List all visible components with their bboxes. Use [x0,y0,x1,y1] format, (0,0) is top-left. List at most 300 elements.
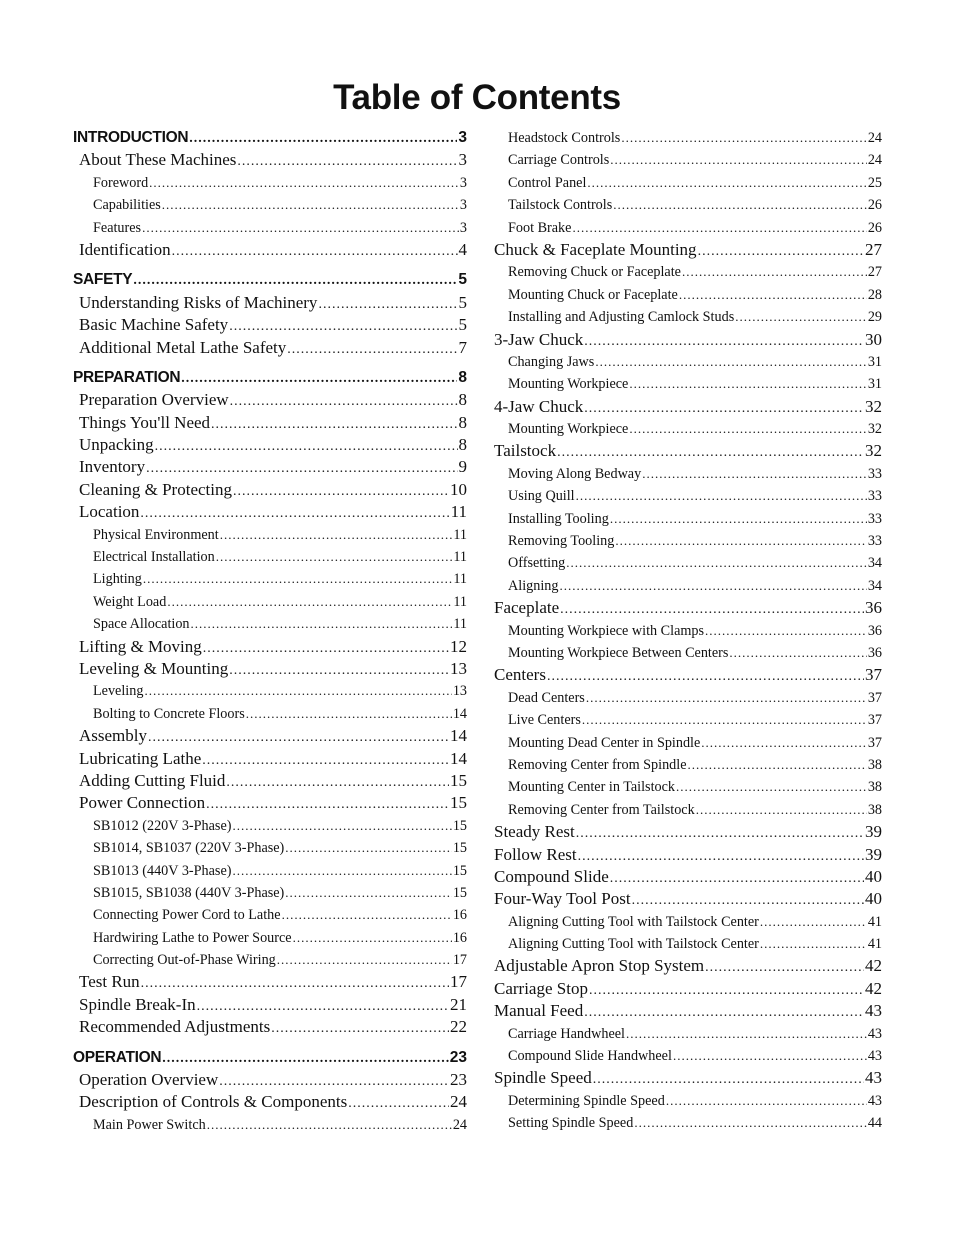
toc-dot-leader [576,823,864,845]
toc-page-number: 22 [450,1017,467,1037]
toc-page-number: 15 [452,817,467,834]
toc-page-number: 27 [867,264,882,281]
toc-entry-title: Unpacking [79,435,154,455]
toc-page-number: 42 [865,978,882,998]
toc-page-number: 3 [459,197,467,214]
toc-dot-leader [162,194,459,216]
toc-entry[interactable] [494,217,882,239]
toc-entry[interactable] [73,501,467,523]
toc-page-number: 44 [867,1115,882,1132]
toc-dot-leader [167,591,452,613]
toc-entry-title: OPERATION [73,1048,162,1066]
toc-entry[interactable] [73,815,467,837]
toc-entry[interactable] [73,434,467,456]
toc-entry-title: Installing Tooling [508,510,609,527]
toc-entry-title: Offsetting [508,555,566,572]
toc-dot-leader [613,194,867,216]
toc-dot-leader [610,508,867,530]
toc-dot-leader [572,217,866,239]
toc-entry[interactable] [73,949,467,971]
toc-entry-title: Connecting Power Cord to Lathe [93,907,281,924]
toc-page-number: 11 [453,549,467,566]
toc-entry-title: Mounting Workpiece [508,376,629,393]
toc-page-number: 17 [452,952,467,969]
toc-entry-title: Lighting [93,571,142,588]
toc-dot-leader [197,996,449,1018]
toc-right-column [494,127,882,1135]
toc-entry[interactable] [494,239,882,261]
toc-entry-title: Location [79,502,140,522]
toc-page-number: 26 [867,197,882,214]
toc-page-number: 30 [865,329,882,349]
toc-page-number: 11 [453,571,467,588]
toc-entry[interactable] [494,463,882,485]
toc-entry-title: Foreword [93,174,149,191]
toc-entry[interactable] [494,866,882,888]
toc-page-number: 31 [867,353,882,370]
toc-entry-title: Test Run [79,972,140,992]
toc-dot-leader [760,933,867,955]
toc-entry-title: Faceplate [494,598,560,618]
toc-entry-title: Tailstock Controls [508,197,613,214]
toc-entry[interactable] [494,821,882,843]
toc-entry-title: Leveling & Mounting [79,658,229,678]
toc-page-number: 3 [458,150,467,170]
toc-dot-leader [133,270,457,292]
toc-entry[interactable] [494,351,882,373]
toc-page-number: 43 [867,1092,882,1109]
toc-page-number: 15 [450,770,467,790]
toc-page-number: 11 [450,502,467,522]
toc-entry[interactable] [494,127,882,149]
toc-entry[interactable] [73,680,467,702]
toc-dot-leader [679,284,867,306]
toc-dot-leader [560,599,864,621]
toc-dot-leader [206,794,449,816]
toc-entry[interactable] [73,591,467,613]
toc-entry[interactable] [73,994,467,1016]
toc-entry[interactable] [73,314,467,336]
toc-entry[interactable] [73,971,467,993]
toc-entry-title: Manual Feed [494,1001,584,1021]
toc-dot-leader [141,973,449,995]
toc-dot-leader [140,503,449,525]
toc-entry[interactable] [494,440,882,462]
toc-entry[interactable] [73,613,467,635]
toc-entry[interactable] [494,373,882,395]
toc-entry-title: Weight Load [93,593,167,610]
toc-page-number: 37 [867,712,882,729]
toc-page-number: 9 [458,457,467,477]
toc-page-number: 24 [867,130,882,146]
toc-entry-title: PREPARATION [73,368,181,386]
toc-dot-leader [181,368,457,390]
toc-entry[interactable] [494,620,882,642]
toc-page-number: 15 [452,884,467,901]
toc-page-number: 16 [452,929,467,946]
toc-entry[interactable] [494,1090,882,1112]
toc-entry[interactable] [73,860,467,882]
toc-page-number: 10 [450,479,467,499]
toc-dot-leader [666,1090,867,1112]
toc-page-number: 40 [865,889,882,909]
toc-entry-title: Carriage Stop [494,978,588,998]
toc-entry-title: SB1013 (440V 3-Phase) [93,862,232,879]
toc-dot-leader [629,373,866,395]
toc-entry-title: Capabilities [93,197,161,214]
toc-entry-title: Lifting & Moving [79,636,202,656]
toc-entry-title: Headstock Controls [508,130,621,146]
toc-entry[interactable] [494,776,882,798]
toc-page-number: 8 [458,435,467,455]
toc-entry-title: Assembly [79,726,147,746]
toc-entry[interactable] [494,664,882,686]
toc-entry-title: Understanding Risks of Machinery [79,292,318,312]
toc-dot-leader [682,261,867,283]
toc-dot-leader [547,666,864,688]
toc-page-number: 33 [867,510,882,527]
toc-entry[interactable] [494,732,882,754]
toc-dot-leader [701,732,867,754]
toc-page-number: 5 [458,271,467,289]
toc-dot-leader [729,642,866,664]
toc-dot-leader [191,613,453,635]
toc-dot-leader [582,709,867,731]
toc-entry-title: Adding Cutting Fluid [79,770,226,790]
toc-page-number: 23 [449,1048,467,1066]
toc-dot-leader [226,772,449,794]
toc-page-number: 14 [450,748,467,768]
toc-dot-leader [172,241,458,263]
toc-dot-leader [246,703,452,725]
toc-entry[interactable] [494,1112,882,1134]
toc-entry[interactable] [73,1091,467,1113]
toc-dot-leader [149,172,459,194]
toc-entry[interactable] [73,703,467,725]
toc-page-number: 32 [865,441,882,461]
toc-entry[interactable] [494,933,882,955]
toc-dot-leader [587,172,866,194]
toc-entry[interactable] [494,329,882,351]
toc-entry[interactable] [494,575,882,597]
toc-section-heading[interactable] [73,367,467,389]
page-title: Table of Contents [333,78,621,117]
toc-entry[interactable] [494,888,882,910]
toc-entry-title: Removing Center from Spindle [508,756,687,773]
toc-page-number: 38 [867,779,882,796]
toc-section-heading[interactable] [73,269,467,291]
toc-page-number: 8 [458,412,467,432]
toc-page-number: 17 [450,972,467,992]
toc-entry-title: Mounting Chuck or Faceplate [508,286,678,303]
toc-entry[interactable] [73,658,467,680]
toc-dot-leader [559,575,866,597]
toc-page-number: 39 [865,822,882,842]
toc-page-number: 29 [867,309,882,326]
toc-page-number: 23 [450,1070,467,1090]
toc-entry-title: Aligning Cutting Tool with Tailstock Center [508,913,759,930]
toc-dot-leader [207,1114,452,1136]
toc-page-number: 36 [867,622,882,639]
toc-entry-title: Carriage Controls [508,152,610,169]
toc-page-number: 15 [452,862,467,879]
toc-page-number: 33 [867,533,882,550]
toc-entry[interactable] [73,1114,467,1136]
toc-entry[interactable] [73,837,467,859]
toc-page-number: 8 [458,390,467,410]
toc-entry[interactable] [494,844,882,866]
toc-entry-title: Tailstock [494,441,557,461]
toc-page-number: 32 [867,421,882,438]
toc-entry-title: Removing Tooling [508,533,615,550]
toc-entry[interactable] [73,217,467,239]
toc-page-number: 33 [867,465,882,482]
toc-entry-title: Compound Slide [494,866,609,886]
toc-entry[interactable] [73,412,467,434]
toc-dot-leader [595,351,867,373]
toc-entry[interactable] [494,687,882,709]
toc-entry-title: Cleaning & Protecting [79,479,232,499]
toc-dot-leader [584,331,864,353]
toc-entry-title: Determining Spindle Speed [508,1092,665,1109]
toc-dot-leader [285,882,452,904]
toc-dot-leader [229,316,457,338]
toc-entry[interactable] [494,396,882,418]
toc-entry-title: Installing and Adjusting Camlock Studs [508,309,735,326]
toc-page-number: 15 [452,840,467,857]
toc-page-number: 43 [867,1048,882,1065]
toc-page-number: 34 [867,555,882,572]
toc-entry-title: SB1012 (220V 3-Phase) [93,817,232,834]
toc-entry-title: Moving Along Bedway [508,465,642,482]
toc-dot-leader [632,890,864,912]
toc-entry-title: Dead Centers [508,689,585,706]
toc-entry[interactable] [73,456,467,478]
toc-entry-title: Mounting Center in Tailstock [508,779,676,796]
toc-dot-leader [233,481,449,503]
toc-entry-title: Mounting Workpiece Between Centers [508,644,729,661]
toc-dot-leader [271,1018,449,1040]
toc-entry[interactable] [73,792,467,814]
toc-page-number: 11 [453,526,467,543]
toc-entry[interactable] [494,1067,882,1089]
toc-dot-leader [203,638,449,660]
toc-page-number: 14 [450,726,467,746]
toc-dot-leader [584,398,864,420]
toc-entry-title: Compound Slide Handwheel [508,1048,672,1065]
toc-entry[interactable] [494,642,882,664]
toc-dot-leader [232,815,451,837]
toc-entry[interactable] [73,524,467,546]
toc-page-number: 37 [867,734,882,751]
toc-page-number: 5 [458,292,467,312]
toc-entry[interactable] [73,337,467,359]
toc-entry-title: Inventory [79,457,146,477]
toc-page-number: 3 [459,174,467,191]
toc-entry-title: Aligning [508,577,559,594]
toc-page-number: 4 [458,239,467,259]
toc-entry[interactable] [494,194,882,216]
toc-entry[interactable] [494,1023,882,1045]
toc-entry-title: Identification [79,239,171,259]
toc-dot-leader [578,846,864,868]
toc-page-number: 36 [867,644,882,661]
toc-left-column [73,127,467,1136]
toc-entry-title: Physical Environment [93,526,219,543]
toc-entry[interactable] [73,479,467,501]
toc-entry[interactable] [494,754,882,776]
toc-dot-leader [584,1002,864,1024]
toc-dot-leader [348,1093,449,1115]
toc-entry[interactable] [494,978,882,1000]
toc-entry-title: Steady Rest [494,822,575,842]
toc-entry[interactable] [73,546,467,568]
toc-page-number: 11 [453,616,467,633]
toc-entry[interactable] [73,882,467,904]
toc-entry-title: Foot Brake [508,219,572,236]
toc-entry[interactable] [73,1069,467,1091]
toc-entry-title: Removing Chuck or Faceplate [508,264,681,281]
toc-entry-title: Spindle Break-In [79,994,196,1014]
toc-entry[interactable] [73,194,467,216]
toc-entry-title: Four-Way Tool Post [494,889,631,909]
toc-entry-title: Control Panel [508,174,587,191]
toc-dot-leader [735,306,867,328]
toc-entry[interactable] [494,799,882,821]
toc-dot-leader [642,463,867,485]
toc-entry[interactable] [73,568,467,590]
toc-page-number: 16 [452,907,467,924]
toc-page-number: 43 [867,1025,882,1042]
toc-entry-title: Things You'll Need [79,412,211,432]
toc-entry[interactable] [494,284,882,306]
toc-page-number: 14 [452,705,467,722]
toc-dot-leader [586,687,867,709]
toc-entry[interactable] [73,904,467,926]
toc-dot-leader [202,750,449,772]
toc-dot-leader [698,241,864,263]
toc-entry-title: INTRODUCTION [73,129,189,146]
toc-dot-leader [155,436,458,458]
toc-dot-leader [144,680,451,702]
toc-dot-leader [216,546,453,568]
toc-dot-leader [211,414,457,436]
toc-section-heading[interactable] [73,1047,467,1069]
toc-dot-leader [232,860,451,882]
toc-entry[interactable] [73,770,467,792]
toc-page-number: 41 [867,913,882,930]
toc-entry-title: Lubricating Lathe [79,748,202,768]
toc-entry[interactable] [494,418,882,440]
toc-page-number: 27 [865,239,882,259]
toc-entry[interactable] [73,636,467,658]
toc-entry[interactable] [494,149,882,171]
toc-page-number: 40 [865,866,882,886]
toc-dot-leader [282,904,452,926]
toc-entry-title: About These Machines [79,150,237,170]
toc-page-number: 37 [867,689,882,706]
toc-dot-leader [285,837,452,859]
toc-entry[interactable] [494,955,882,977]
toc-page-number: 8 [458,368,467,386]
toc-dot-leader [610,149,867,171]
toc-entry-title: Electrical Installation [93,549,215,566]
toc-entry[interactable] [494,709,882,731]
toc-entry-title: Mounting Workpiece with Clamps [508,622,705,639]
toc-entry[interactable] [494,172,882,194]
toc-entry[interactable] [73,239,467,261]
toc-entry-title: Hardwiring Lathe to Power Source [93,929,292,946]
toc-dot-leader [219,1071,449,1093]
toc-entry[interactable] [73,292,467,314]
toc-entry[interactable] [494,1000,882,1022]
toc-entry-title: Centers [494,665,546,685]
toc-page-number: 32 [865,396,882,416]
toc-entry-title: Changing Jaws [508,353,595,370]
toc-entry[interactable] [494,552,882,574]
toc-entry[interactable] [494,597,882,619]
toc-section-heading[interactable] [73,127,467,149]
toc-dot-leader [162,1048,448,1070]
toc-dot-leader [615,530,866,552]
toc-page-number: 11 [453,593,467,610]
toc-entry[interactable] [494,261,882,283]
toc-entry[interactable] [494,508,882,530]
toc-page-number: 36 [865,598,882,618]
toc-entry[interactable] [73,927,467,949]
toc-dot-leader [676,776,867,798]
toc-entry[interactable] [494,911,882,933]
toc-dot-leader [626,1023,867,1045]
toc-dot-leader [287,339,457,361]
toc-dot-leader [237,151,457,173]
toc-entry[interactable] [73,748,467,770]
toc-entry-title: SAFETY [73,271,133,289]
toc-entry-title: Preparation Overview [79,390,229,410]
toc-dot-leader [566,552,867,574]
toc-entry[interactable] [494,485,882,507]
toc-entry[interactable] [73,1016,467,1038]
toc-entry[interactable] [73,172,467,194]
toc-page-number: 28 [867,286,882,303]
toc-entry-title: Additional Metal Lathe Safety [79,337,287,357]
toc-page-number: 24 [867,152,882,169]
toc-dot-leader [142,217,459,239]
toc-dot-leader [688,754,867,776]
toc-page-number: 13 [450,658,467,678]
toc-entry[interactable] [494,1045,882,1067]
toc-page-number: 41 [867,936,882,953]
toc-entry[interactable] [73,149,467,171]
toc-dot-leader [705,957,864,979]
toc-entry-title: Mounting Dead Center in Spindle [508,734,701,751]
toc-entry-title: Main Power Switch [93,1116,206,1133]
toc-page-number: 38 [867,801,882,818]
toc-entry-title: Basic Machine Safety [79,315,229,335]
toc-entry[interactable] [73,389,467,411]
toc-page-number: 24 [450,1092,467,1112]
toc-entry[interactable] [73,725,467,747]
toc-page-number: 39 [865,844,882,864]
toc-entry[interactable] [494,306,882,328]
toc-page-number: 33 [867,488,882,505]
toc-dot-leader [629,418,866,440]
toc-entry-title: Carriage Handwheel [508,1025,625,1042]
toc-dot-leader [146,458,457,480]
toc-page-number: 15 [450,793,467,813]
toc-entry-title: SB1015, SB1038 (440V 3-Phase) [93,884,285,901]
toc-entry[interactable] [494,530,882,552]
